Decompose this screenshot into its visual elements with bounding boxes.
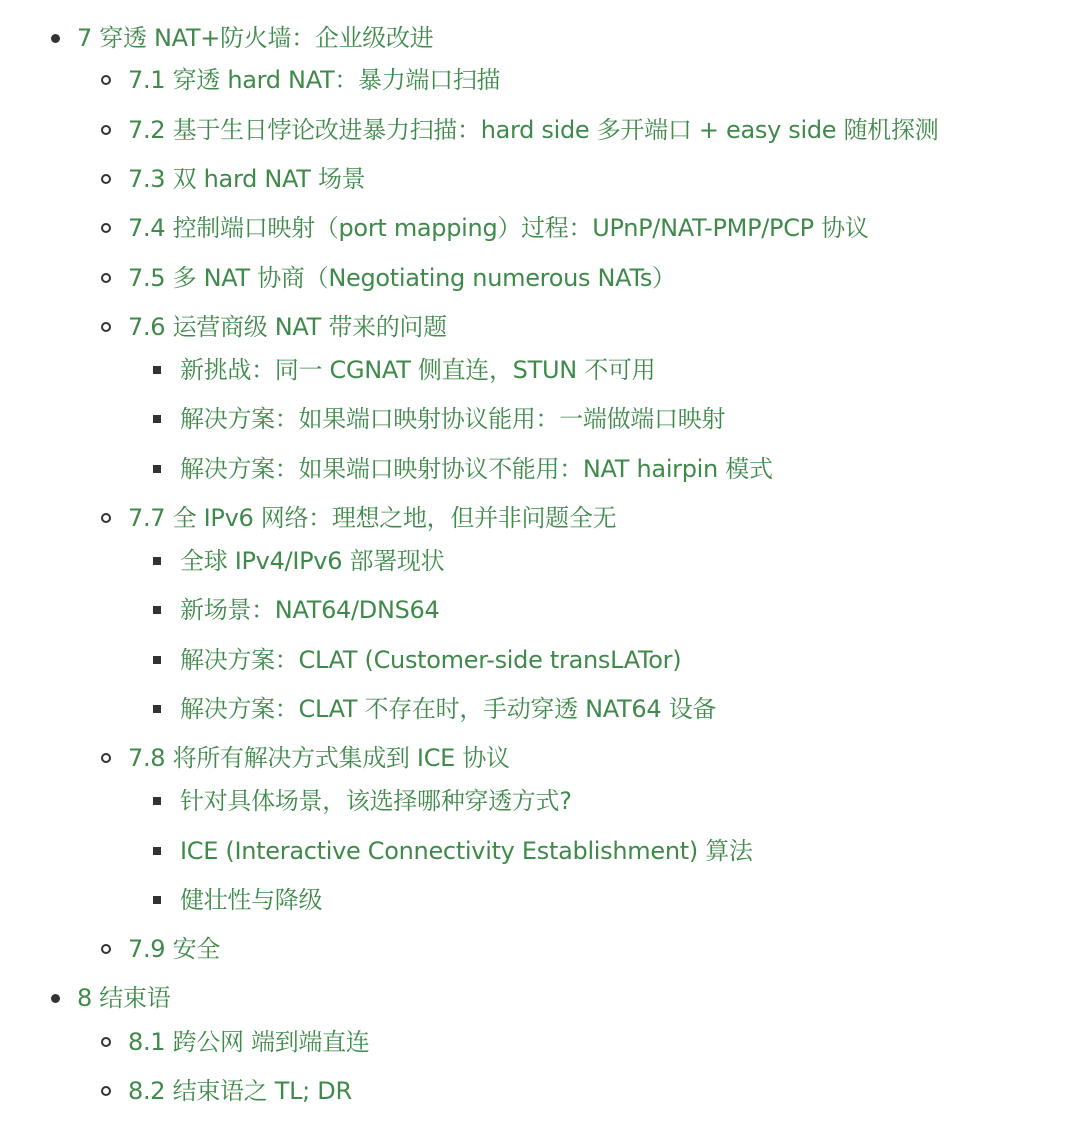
toc-link[interactable]: 8 结束语 bbox=[77, 984, 171, 1012]
square-bullet-icon bbox=[153, 705, 161, 713]
toc-link[interactable]: 全球 IPv4/IPv6 部署现状 bbox=[180, 547, 445, 575]
circle-bullet-icon bbox=[101, 1086, 111, 1096]
square-bullet-icon bbox=[153, 557, 161, 565]
square-bullet-icon bbox=[153, 415, 161, 423]
circle-bullet-icon bbox=[101, 174, 111, 184]
circle-bullet-icon bbox=[101, 1037, 111, 1047]
toc-link[interactable]: 解决方案：CLAT 不存在时，手动穿透 NAT64 设备 bbox=[180, 695, 717, 723]
circle-bullet-icon bbox=[101, 513, 111, 523]
square-bullet-icon bbox=[153, 896, 161, 904]
toc-link[interactable]: 解决方案：如果端口映射协议能用：一端做端口映射 bbox=[180, 405, 726, 433]
circle-bullet-icon bbox=[101, 125, 111, 135]
toc-link[interactable]: 7.3 双 hard NAT 场景 bbox=[128, 165, 366, 193]
toc-link[interactable]: 8.1 跨公网 端到端直连 bbox=[128, 1028, 370, 1056]
toc-link[interactable]: 7.2 基于生日悖论改进暴力扫描：hard side 多开端口 + easy side 随机探测 bbox=[128, 116, 939, 144]
disc-bullet-icon bbox=[51, 994, 60, 1003]
circle-bullet-icon bbox=[101, 223, 111, 233]
toc-link[interactable]: 7.8 将所有解决方式集成到 ICE 协议 bbox=[128, 744, 510, 772]
toc-link[interactable]: 解决方案：如果端口映射协议不能用：NAT hairpin 模式 bbox=[180, 455, 773, 483]
square-bullet-icon bbox=[153, 797, 161, 805]
toc-link[interactable]: 7.5 多 NAT 协商（Negotiating numerous NATs） bbox=[128, 264, 676, 292]
square-bullet-icon bbox=[153, 656, 161, 664]
toc-link[interactable]: 新挑战：同一 CGNAT 侧直连，STUN 不可用 bbox=[180, 356, 656, 384]
toc-link[interactable]: 针对具体场景，该选择哪种穿透方式? bbox=[180, 787, 572, 815]
toc-link[interactable]: 7.9 安全 bbox=[128, 935, 220, 963]
toc-link[interactable]: ICE (Interactive Connectivity Establishment) 算法 bbox=[180, 837, 753, 865]
toc-link[interactable]: 7.6 运营商级 NAT 带来的问题 bbox=[128, 313, 447, 341]
square-bullet-icon bbox=[153, 606, 161, 614]
square-bullet-icon bbox=[153, 847, 161, 855]
toc-link[interactable]: 新场景：NAT64/DNS64 bbox=[180, 596, 440, 624]
circle-bullet-icon bbox=[101, 273, 111, 283]
circle-bullet-icon bbox=[101, 75, 111, 85]
circle-bullet-icon bbox=[101, 322, 111, 332]
toc-link[interactable]: 7 穿透 NAT+防火墙：企业级改进 bbox=[77, 24, 434, 52]
circle-bullet-icon bbox=[101, 753, 111, 763]
disc-bullet-icon bbox=[51, 34, 60, 43]
toc-link[interactable]: 7.7 全 IPv6 网络：理想之地，但并非问题全无 bbox=[128, 504, 617, 532]
toc-link[interactable]: 7.1 穿透 hard NAT：暴力端口扫描 bbox=[128, 66, 501, 94]
circle-bullet-icon bbox=[101, 944, 111, 954]
square-bullet-icon bbox=[153, 366, 161, 374]
toc-link[interactable]: 解决方案：CLAT (Customer-side transLATor) bbox=[180, 646, 682, 674]
toc-link[interactable]: 7.4 控制端口映射（port mapping）过程：UPnP/NAT-PMP/PCP 协议 bbox=[128, 214, 869, 242]
toc-link[interactable]: 健壮性与降级 bbox=[180, 886, 323, 914]
square-bullet-icon bbox=[153, 465, 161, 473]
toc-link[interactable]: 8.2 结束语之 TL; DR bbox=[128, 1077, 352, 1105]
